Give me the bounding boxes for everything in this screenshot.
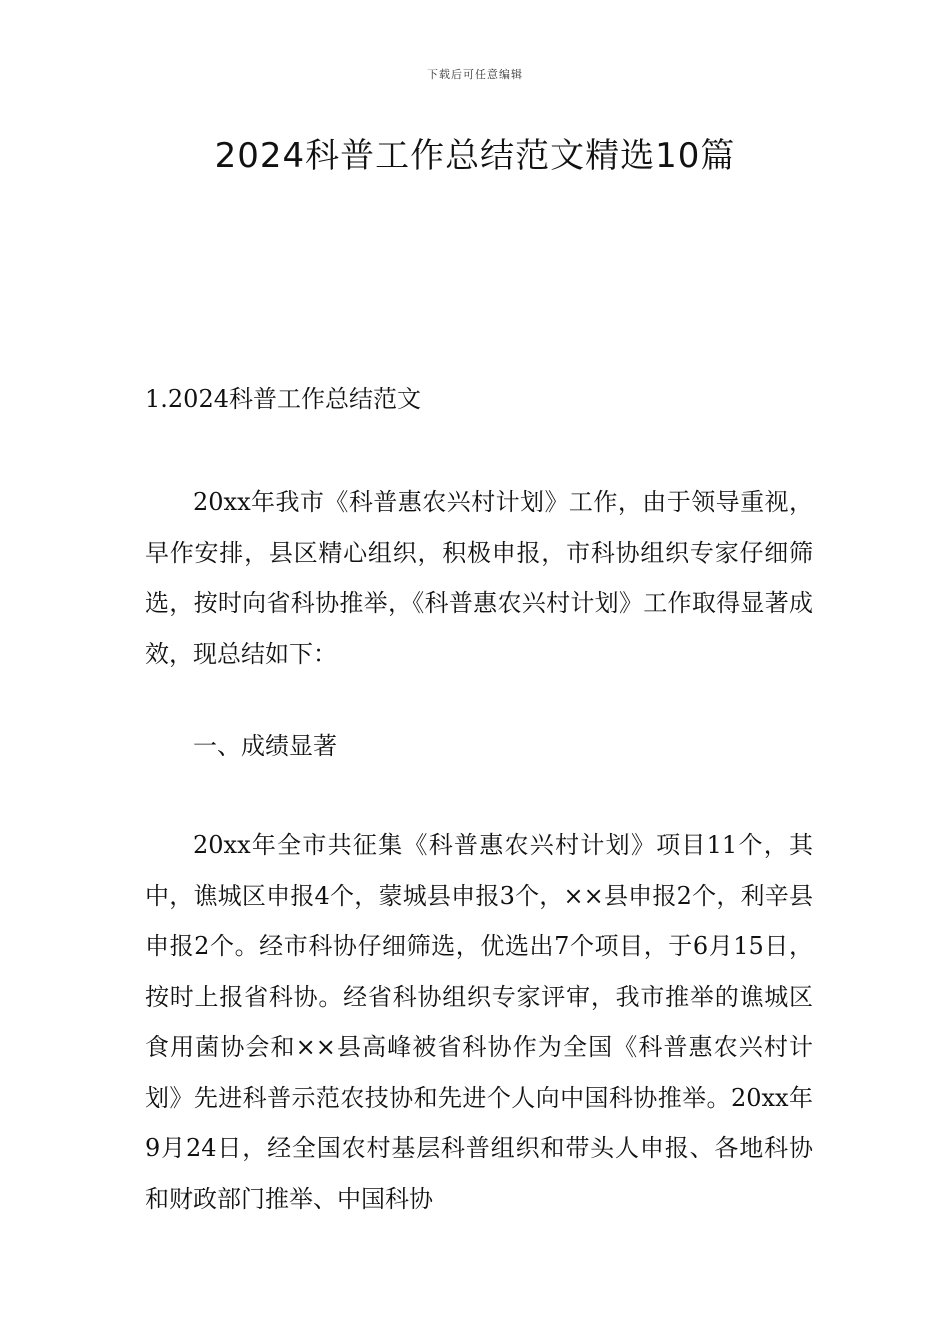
sub-heading-achievements: 一、成绩显著 xyxy=(193,732,337,760)
paragraph-achievements: 20xx年全市共征集《科普惠农兴村计划》项目11个，其中，谯城区申报4个，蒙城县申报3个，××县申报2个，利辛县申报2个。经市科协仔细筛选，优选出7个项目，于6月15日，按时上报省科协。经省科协组织专家评审，我市推举的谯城区食用菌协会和××县高峰被省科协作为全国《科普惠农兴村计划》先进科普示范农技协和先进个人向中国科协推举。20xx年9月24日，经全国农村基层科普组织和带头人申报、各地科协和财政部门推举、中国科协 xyxy=(145,831,813,1213)
paragraph-intro: 20xx年我市《科普惠农兴村计划》工作，由于领导重视，早作安排，县区精心组织，积极申报，市科协组织专家仔细筛选，按时向省科协推举，《科普惠农兴村计划》工作取得显著成效，现总结如下： xyxy=(145,488,813,668)
section-heading: 1.2024科普工作总结范文 xyxy=(145,385,421,413)
document-title: 2024科普工作总结范文精选10篇 xyxy=(214,136,736,176)
header-note: 下载后可任意编辑 xyxy=(427,68,523,81)
